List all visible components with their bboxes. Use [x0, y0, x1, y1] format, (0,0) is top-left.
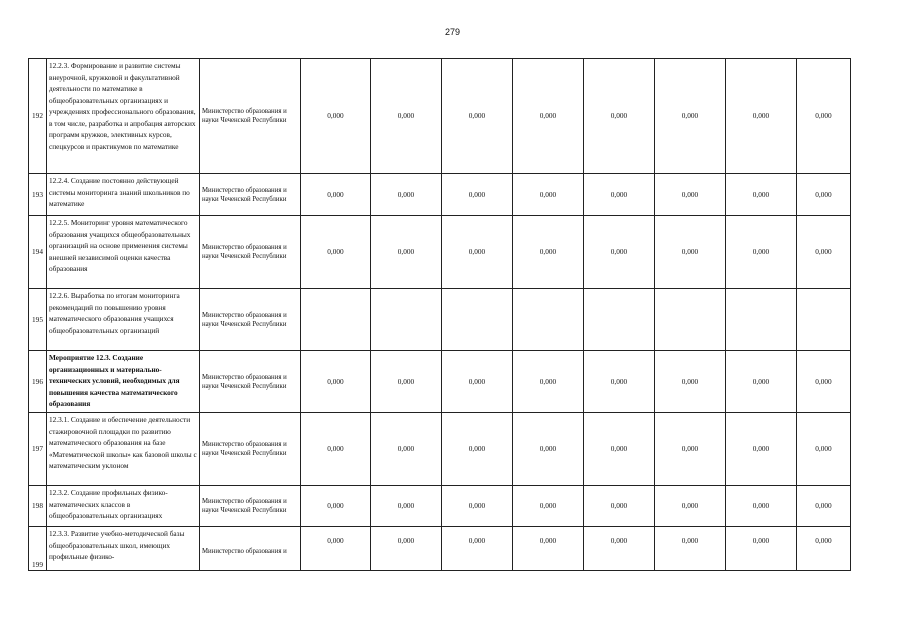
program-table-sheet — [28, 58, 850, 569]
value-cell: 0,000 — [442, 527, 513, 571]
value-cell: 0,000 — [513, 216, 584, 289]
table-row — [29, 527, 851, 571]
value-cell: 0,000 — [584, 486, 655, 527]
row-number: 193 — [29, 174, 47, 216]
value-cell: 0,000 — [726, 59, 797, 174]
value-cell: 0,000 — [371, 413, 442, 486]
value-cell: 0,000 — [371, 216, 442, 289]
value-cell: 0,000 — [513, 486, 584, 527]
value-cell: 0,000 — [655, 527, 726, 571]
measure-description: 12.2.4. Создание постоянно действующей системы мониторинга знаний школьников по математике — [47, 174, 200, 216]
value-cell: 0,000 — [584, 351, 655, 413]
value-cell — [442, 289, 513, 351]
value-cell: 0,000 — [655, 413, 726, 486]
value-cell — [513, 289, 584, 351]
value-cell: 0,000 — [371, 527, 442, 571]
value-cell: 0,000 — [726, 486, 797, 527]
page-number: 279 — [444, 27, 461, 37]
row-number: 195 — [29, 289, 47, 351]
responsible-organization: Министерство образования и науки Чеченской Республики — [200, 413, 301, 486]
table-row — [29, 413, 851, 486]
value-cell: 0,000 — [371, 174, 442, 216]
value-cell: 0,000 — [584, 216, 655, 289]
responsible-organization: Министерство образования и — [200, 527, 301, 571]
responsible-organization: Министерство образования и науки Чеченской Республики — [200, 216, 301, 289]
value-cell: 0,000 — [655, 59, 726, 174]
value-cell: 0,000 — [655, 486, 726, 527]
value-cell: 0,000 — [371, 59, 442, 174]
row-number: 194 — [29, 216, 47, 289]
value-cell: 0,000 — [797, 174, 851, 216]
value-cell: 0,000 — [442, 486, 513, 527]
value-cell: 0,000 — [371, 486, 442, 527]
row-number: 198 — [29, 486, 47, 527]
value-cell: 0,000 — [797, 351, 851, 413]
measure-description: 12.3.2. Создание профильных физико-математических классов в общеобразовательных организациях — [47, 486, 200, 527]
value-cell: 0,000 — [301, 216, 371, 289]
value-cell: 0,000 — [797, 216, 851, 289]
table-row — [29, 486, 851, 527]
value-cell — [797, 289, 851, 351]
table-row — [29, 59, 851, 174]
value-cell: 0,000 — [584, 174, 655, 216]
responsible-organization: Министерство образования и науки Чеченской Республики — [200, 486, 301, 527]
value-cell: 0,000 — [584, 59, 655, 174]
value-cell: 0,000 — [797, 59, 851, 174]
responsible-organization: Министерство образования и науки Чеченской Республики — [200, 174, 301, 216]
measure-description: 12.2.6. Выработка по итогам мониторинга рекомендаций по повышению уровня математического образования учащихся общеобразовательных организаций — [47, 289, 200, 351]
value-cell: 0,000 — [301, 59, 371, 174]
value-cell: 0,000 — [513, 527, 584, 571]
responsible-organization: Министерство образования и науки Чеченской Республики — [200, 351, 301, 413]
value-cell — [301, 289, 371, 351]
value-cell: 0,000 — [442, 413, 513, 486]
value-cell — [584, 289, 655, 351]
measure-description: 12.2.3. Формирование и развитие системы внеурочной, кружковой и факультативной деятельности по математике в общеобразовательных организациях и учреждениях профессионального образования, в том числе, разработка и апробация авторских программ кружков, элективных курсов, спецкурсов и практикумов по математике — [47, 59, 200, 174]
value-cell: 0,000 — [513, 351, 584, 413]
responsible-organization: Министерство образования и науки Чеченской Республики — [200, 59, 301, 174]
measure-description: 12.3.3. Развитие учебно-методической базы общеобразовательных школ, имеющих профильные физико- — [47, 527, 200, 571]
value-cell: 0,000 — [513, 59, 584, 174]
table-row — [29, 174, 851, 216]
value-cell: 0,000 — [655, 216, 726, 289]
value-cell: 0,000 — [584, 413, 655, 486]
value-cell — [371, 289, 442, 351]
value-cell: 0,000 — [513, 174, 584, 216]
value-cell: 0,000 — [797, 486, 851, 527]
value-cell — [655, 289, 726, 351]
value-cell: 0,000 — [726, 351, 797, 413]
program-table — [28, 58, 851, 571]
value-cell: 0,000 — [301, 174, 371, 216]
row-number: 192 — [29, 59, 47, 174]
measure-description: 12.3.1. Создание и обеспечение деятельности стажировочной площадки по развитию математического образования на базе «Математической школы» как базовой школы с математическим уклоном — [47, 413, 200, 486]
value-cell: 0,000 — [584, 527, 655, 571]
value-cell: 0,000 — [513, 413, 584, 486]
value-cell: 0,000 — [797, 527, 851, 571]
value-cell: 0,000 — [655, 174, 726, 216]
value-cell: 0,000 — [301, 486, 371, 527]
value-cell: 0,000 — [442, 351, 513, 413]
row-number: 199 — [29, 527, 47, 571]
value-cell: 0,000 — [726, 174, 797, 216]
value-cell: 0,000 — [301, 351, 371, 413]
table-row — [29, 351, 851, 413]
measure-description: Мероприятие 12.3. Создание организационных и материально-технических условий, необходимых для повышения качества математического образования — [47, 351, 200, 413]
table-row — [29, 216, 851, 289]
value-cell: 0,000 — [301, 413, 371, 486]
value-cell: 0,000 — [442, 216, 513, 289]
measure-description: 12.2.5. Мониторинг уровня математического образования учащихся общеобразовательных организаций на основе применения системы внешней независимой оценки качества образования — [47, 216, 200, 289]
value-cell: 0,000 — [442, 59, 513, 174]
value-cell: 0,000 — [371, 351, 442, 413]
value-cell: 0,000 — [797, 413, 851, 486]
value-cell: 0,000 — [655, 351, 726, 413]
responsible-organization: Министерство образования и науки Чеченской Республики — [200, 289, 301, 351]
row-number: 197 — [29, 413, 47, 486]
table-row — [29, 289, 851, 351]
value-cell: 0,000 — [726, 527, 797, 571]
value-cell: 0,000 — [726, 413, 797, 486]
value-cell — [726, 289, 797, 351]
value-cell: 0,000 — [726, 216, 797, 289]
value-cell: 0,000 — [301, 527, 371, 571]
row-number: 196 — [29, 351, 47, 413]
value-cell: 0,000 — [442, 174, 513, 216]
